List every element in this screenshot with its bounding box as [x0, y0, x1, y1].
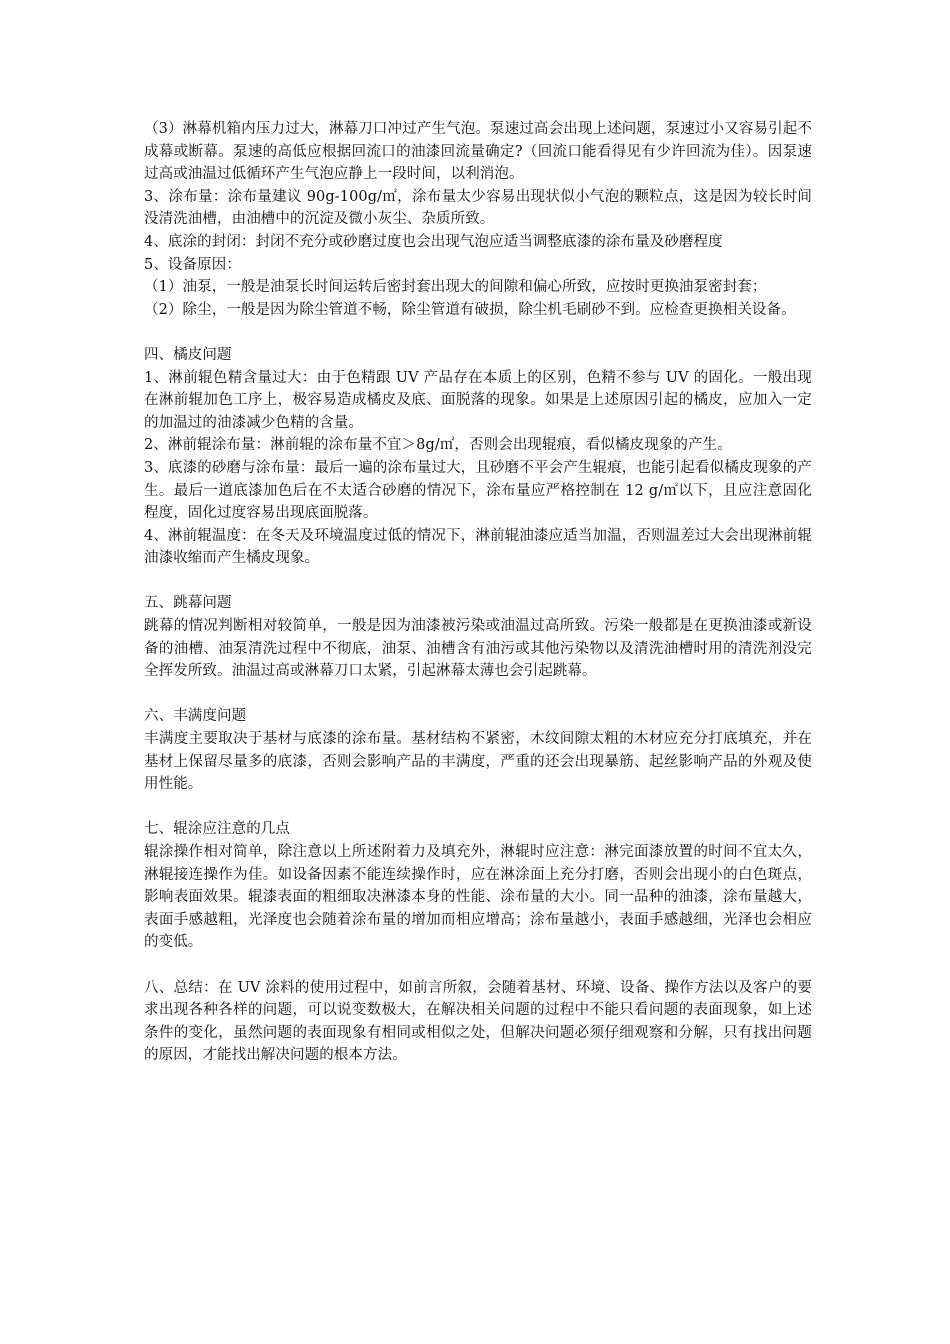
document-body [144, 118, 812, 1067]
blank-line [144, 570, 812, 593]
paragraph-coating-amount: 3、涂布量：涂布量建议 90g-100g/㎡，涂布量太少容易出现状似小气泡的颗粒点，这是因为较长时间没清洗油槽，由油槽中的沉淀及微小灰尘、杂质所致。 [144, 188, 812, 228]
blank-line [144, 683, 812, 706]
paragraph-curtain-jump: 跳幕的情况判断相对较简单，一般是因为油漆被污染或油温过高所致。污染一般都是在更换油漆或新设备的油槽、油泵清洗过程中不彻底，油泵、油槽含有油污或其他污染物以及清洗油槽时用的清洗剂没完全挥发所致。油温过高或淋幕刀口太紧，引起淋幕太薄也会引起跳幕。 [144, 618, 812, 680]
paragraph-color-essence: 1、淋前辊色精含量过大：由于色精跟 UV 产品存在本质上的区别，色精不参与 UV 的固化。一般出现在淋前辊加色工序上，极容易造成橘皮及底、面脱落的现象。如果是上述原因引起的橘皮，应加入一定的加温过的油漆减少色精的含量。 [144, 369, 812, 431]
paragraph-fullness: 丰满度主要取决于基材与底漆的涂布量。基材结构不紧密，木纹间隙太粗的木材应充分打底填充，并在基材上保留尽量多的底漆，否则会影响产品的丰满度，严重的还会出现暴筋、起丝影响产品的外观及使用性能。 [144, 731, 812, 793]
paragraph-roller-coating-amount: 2、淋前辊涂布量：淋前辊的涂布量不宜＞8g/㎡，否则会出现辊痕，看似橘皮现象的产生。 [144, 437, 732, 454]
section-heading-fullness: 六、丰满度问题 [144, 708, 247, 725]
blank-line [144, 796, 812, 819]
paragraph-equipment-causes: 5、设备原因： [144, 256, 241, 273]
blank-line [144, 954, 812, 977]
paragraph-dust-removal: （2）除尘，一般是因为除尘管道不畅，除尘管道有破损，除尘机毛刷砂不到。应检查更换相关设备。 [144, 301, 796, 318]
paragraph-roller-coating-notes: 辊涂操作相对简单，除注意以上所述附着力及填充外，淋辊时应注意：淋完面漆放置的时间不宜太久，淋辊接连操作为佳。如设备因素不能连续操作时，应在淋涂面上充分打磨，否则会出现小的白色斑点，影响表面效果。辊漆表面的粗细取决淋漆本身的性能、涂布量的大小。同一品种的油漆，涂布量越大，表面手感越粗，光泽度也会随着涂布量的增加而相应增高；涂布量越小，表面手感越细，光泽也会相应的变低。 [144, 844, 812, 951]
section-heading-curtain-jump: 五、跳幕问题 [144, 595, 232, 612]
blank-line [144, 321, 812, 344]
paragraph-oil-pump: （1）油泵，一般是油泵长时间运转后密封套出现大的间隙和偏心所致，应按时更换油泵密封套； [144, 279, 767, 296]
paragraph-base-sealing: 4、底涂的封闭：封闭不充分或砂磨过度也会出现气泡应适当调整底漆的涂布量及砂磨程度 [144, 233, 723, 250]
section-heading-orange-peel: 四、橘皮问题 [144, 346, 232, 363]
paragraph-roller-temperature: 4、淋前辊温度：在冬天及环境温度过低的情况下，淋前辊油漆应适当加温，否则温差过大会出现淋前辊油漆收缩而产生橘皮现象。 [144, 527, 812, 567]
paragraph-summary: 八、总结：在 UV 涂料的使用过程中，如前言所叙，会随着基材、环境、设备、操作方法以及客户的要求出现各种各样的问题，可以说变数极大，在解决相关问题的过程中不能只看问题的表面现象，如上述条件的变化，虽然问题的表面现象有相同或相似之处，但解决问题必须仔细观察和分解，只有找出问题的原因，才能找出解决问题的根本方法。 [144, 979, 812, 1064]
paragraph-sanding-and-coating: 3、底漆的砂磨与涂布量：最后一遍的涂布量过大，且砂磨不平会产生辊痕，也能引起看似橘皮现象的产生。最后一道底漆加色后在不太适合砂磨的情况下，涂布量应严格控制在 12 g/㎡以下，且应注意固化程度，固化过度容易出现底面脱落。 [144, 459, 812, 522]
section-heading-roller-coating-notes: 七、辊涂应注意的几点 [144, 821, 290, 838]
paragraph-pressure-bubbles: （3）淋幕机箱内压力过大，淋幕刀口冲过产生气泡。泵速过高会出现上述问题，泵速过小又容易引起不成幕或断幕。泵速的高低应根据回流口的油漆回流量确定?（回流口能看得见有少许回流为佳）。因泵速过高或油温过低循环产生气泡应静上一段时间，以利消泡。 [144, 121, 812, 183]
